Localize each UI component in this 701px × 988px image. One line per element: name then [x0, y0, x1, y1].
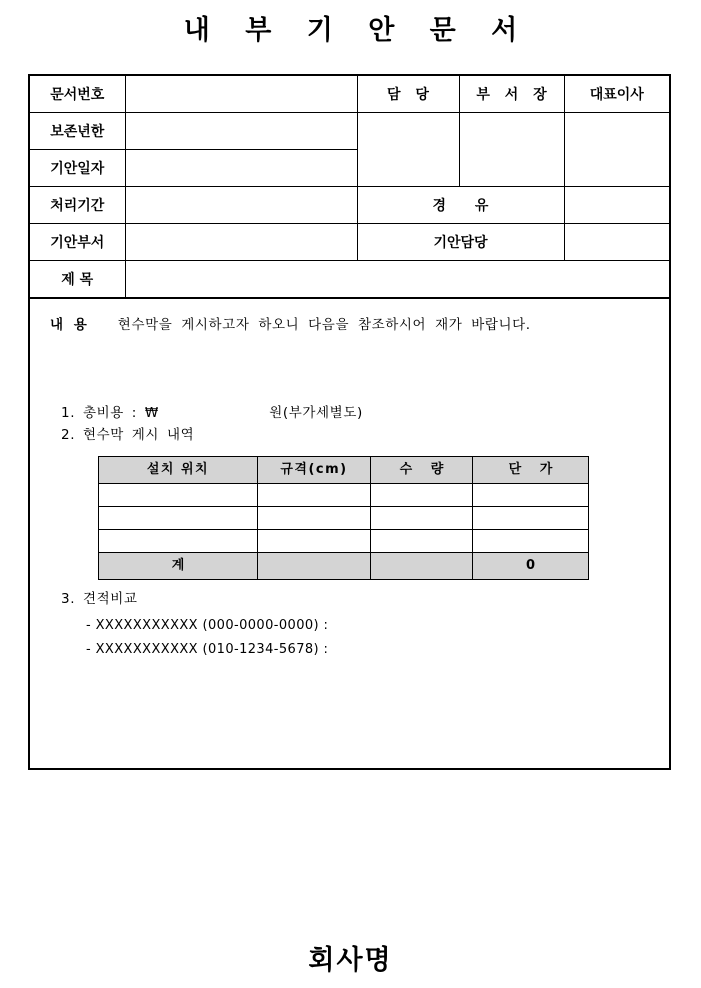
field-draft-person[interactable]	[564, 224, 669, 261]
content-intro-row	[50, 313, 649, 333]
label-content: 내 용	[50, 317, 90, 333]
label-subject: 제 목	[30, 261, 125, 298]
content-intro-text: 현수막을 게시하고자 하오니 다음을 참조하시어 재가 바랍니다.	[117, 317, 531, 333]
label-approval-staff: 담 당	[357, 76, 459, 113]
table-row	[99, 483, 589, 506]
field-subject[interactable]	[125, 261, 669, 298]
label-draft-date: 기안일자	[30, 150, 125, 187]
signature-box-staff[interactable]	[357, 113, 459, 187]
table-row	[30, 187, 669, 224]
label-approval-manager: 부 서 장	[459, 76, 564, 113]
detail-cell-location[interactable]	[99, 506, 258, 529]
label-via: 경 유	[357, 187, 564, 224]
content-area	[30, 298, 669, 768]
detail-total-label: 계	[99, 552, 258, 579]
field-draft-date[interactable]	[125, 150, 357, 187]
detail-table-header-row	[99, 456, 589, 483]
detail-cell-size[interactable]	[258, 506, 371, 529]
quote-line-1: - XXXXXXXXXXX (000-0000-0000) :	[86, 618, 329, 633]
content-item-total-cost: 1. 총비용 : ₩ 원(부가세별도)	[61, 404, 363, 421]
detail-cell-unit-price[interactable]	[473, 483, 589, 506]
label-approval-ceo: 대표이사	[564, 76, 669, 113]
content-item-quote-comparison: 3. 견적비교	[61, 590, 138, 607]
detail-total-quantity	[371, 552, 473, 579]
header-table	[30, 76, 669, 298]
detail-cell-unit-price[interactable]	[473, 529, 589, 552]
detail-header-location: 설치 위치	[99, 456, 258, 483]
content-item-banner-details: 2. 현수막 게시 내역	[61, 427, 195, 443]
signature-box-manager[interactable]	[459, 113, 564, 187]
detail-total-amount: 0	[473, 552, 589, 579]
table-row	[99, 529, 589, 552]
field-draft-dept[interactable]	[125, 224, 357, 261]
label-draft-dept: 기안부서	[30, 224, 125, 261]
detail-cell-quantity[interactable]	[371, 529, 473, 552]
banner-detail-table	[98, 456, 589, 580]
field-retention[interactable]	[125, 113, 357, 150]
table-row	[30, 76, 669, 113]
detail-total-row	[99, 552, 589, 579]
table-row	[99, 506, 589, 529]
field-process-period[interactable]	[125, 187, 357, 224]
detail-cell-location[interactable]	[99, 483, 258, 506]
label-draft-person: 기안담당	[357, 224, 564, 261]
label-retention: 보존년한	[30, 113, 125, 150]
detail-cell-location[interactable]	[99, 529, 258, 552]
table-row	[30, 261, 669, 298]
content-spacer	[50, 333, 649, 407]
detail-header-quantity: 수 량	[371, 456, 473, 483]
field-doc-number[interactable]	[125, 76, 357, 113]
detail-cell-size[interactable]	[258, 483, 371, 506]
field-via[interactable]	[564, 187, 669, 224]
detail-cell-unit-price[interactable]	[473, 506, 589, 529]
table-row	[30, 113, 669, 150]
detail-total-size	[258, 552, 371, 579]
signature-box-ceo[interactable]	[564, 113, 669, 187]
page-title: 내 부 기 안 문 서	[183, 15, 531, 46]
detail-header-size: 규격(cm)	[258, 456, 371, 483]
company-name: 회사명	[308, 945, 393, 976]
document-frame	[28, 74, 671, 770]
quote-line-2: - XXXXXXXXXXX (010-1234-5678) :	[86, 642, 329, 657]
detail-cell-quantity[interactable]	[371, 483, 473, 506]
detail-cell-quantity[interactable]	[371, 506, 473, 529]
label-process-period: 처리기간	[30, 187, 125, 224]
detail-header-unit-price: 단 가	[473, 456, 589, 483]
label-doc-number: 문서번호	[30, 76, 125, 113]
table-row	[30, 224, 669, 261]
detail-cell-size[interactable]	[258, 529, 371, 552]
